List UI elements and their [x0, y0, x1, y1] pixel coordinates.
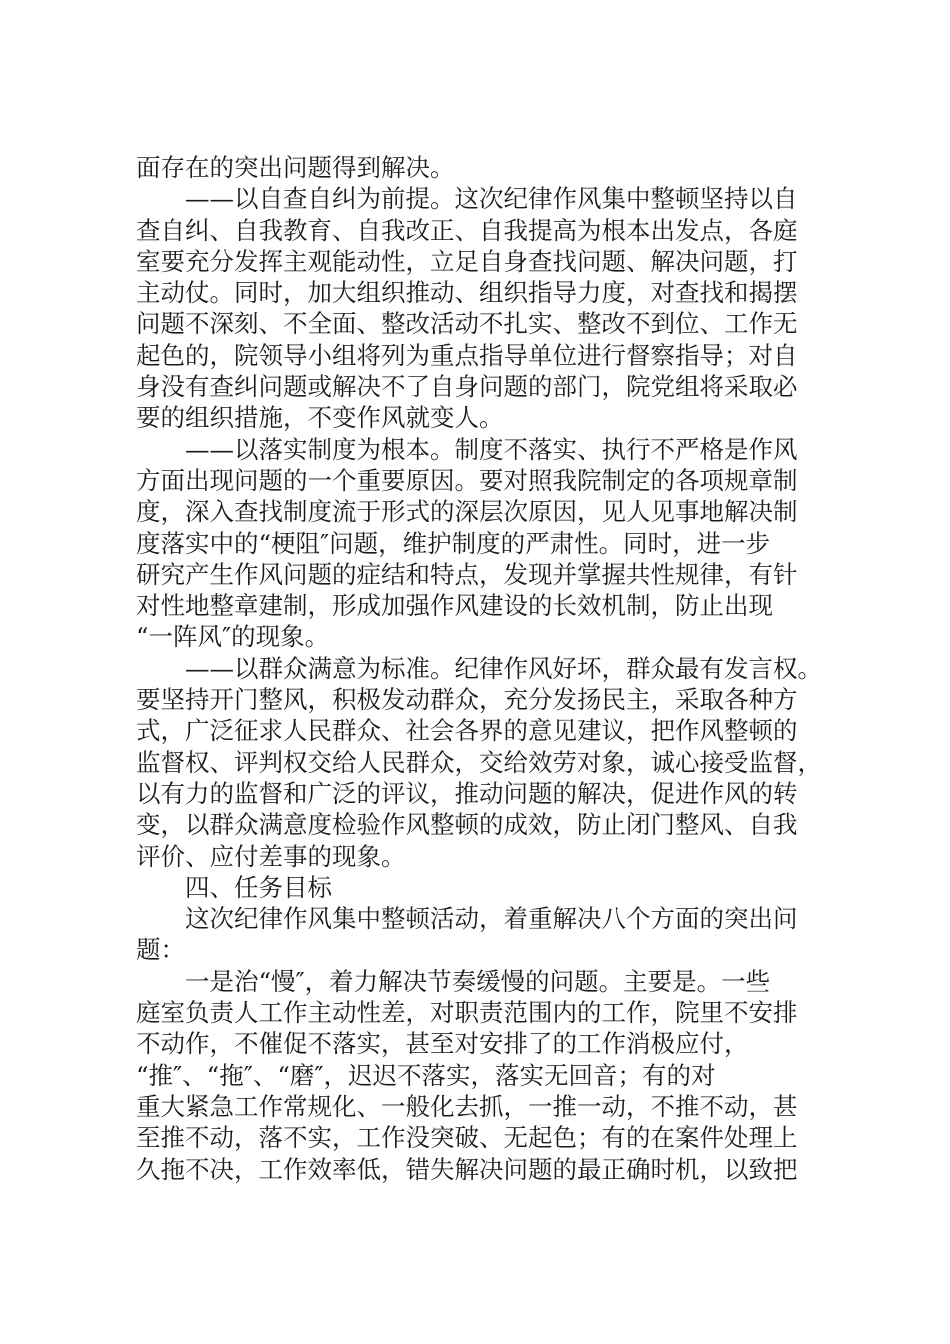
text-line: 对性地整章建制，形成加强作风建设的长效机制，防止出现 — [136, 591, 773, 621]
body-text — [136, 152, 836, 1185]
text-line: 查自纠、自我教育、自我改正、自我提高为根本出发点，各庭 — [136, 215, 798, 245]
text-line: ——以自查自纠为前提。这次纪律作风集中整顿坚持以自 — [185, 184, 798, 214]
text-line: 要坚持开门整风，积极发动群众，充分发扬民主，采取各种方 — [136, 685, 798, 715]
text-line: 至推不动，落不实，工作没突破、无起色；有的在案件处理上 — [136, 1123, 798, 1153]
section-heading: 四、任务目标 — [185, 872, 332, 902]
text-line: 久拖不决，工作效率低，错失解决问题的最正确时机，以致把 — [136, 1154, 798, 1184]
text-line: 主动仗。同时，加大组织推动、组织指导力度，对查找和揭摆 — [136, 278, 798, 308]
text-line: ——以落实制度为根本。制度不落实、执行不严格是作风 — [185, 434, 798, 464]
text-line: 起色的，院领导小组将列为重点指导单位进行督察指导；对自 — [136, 340, 798, 370]
text-line: 重大紧急工作常规化、一般化去抓，一推一动，不推不动，甚 — [136, 1091, 798, 1121]
text-line: 研究产生作风问题的症结和特点，发现并掌握共性规律，有针 — [136, 559, 798, 589]
text-line: “推″、“拖″、“磨″，迟迟不落实，落实无回音；有的对 — [136, 1060, 716, 1090]
text-line: 这次纪律作风集中整顿活动，着重解决八个方面的突出问 — [185, 904, 798, 934]
text-line: 一是治“慢″，着力解决节奏缓慢的问题。主要是。一些 — [185, 966, 771, 996]
text-line: 面存在的突出问题得到解决。 — [136, 153, 455, 182]
text-line: 变，以群众满意度检验作风整顿的成效，防止闭门整风、自我 — [136, 810, 798, 840]
text-line: 题： — [136, 935, 185, 965]
text-line: 监督权、评判权交给人民群众，交给效劳对象，诚心接受监督， — [136, 747, 822, 777]
text-line: 问题不深刻、不全面、整改活动不扎实、整改不到位、工作无 — [136, 309, 798, 339]
text-line: 不动作，不催促不落实，甚至对安排了的工作消极应付， — [136, 1029, 749, 1059]
text-line: 方面出现问题的一个重要原因。要对照我院制定的各项规章制 — [136, 465, 798, 495]
text-line: ——以群众满意为标准。纪律作风好坏，群众最有发言权。 — [185, 653, 822, 683]
text-line: 式，广泛征求人民群众、社会各界的意见建议，把作风整顿的 — [136, 716, 798, 746]
text-line: 身没有查纠问题或解决不了自身问题的部门，院党组将采取必 — [136, 372, 798, 402]
text-line: 评价、应付差事的现象。 — [136, 841, 406, 871]
text-line: 庭室负责人工作主动性差，对职责范围内的工作，院里不安排 — [136, 998, 798, 1028]
text-line: 要的组织措施，不变作风就变人。 — [136, 403, 504, 433]
text-line: 室要充分发挥主观能动性，立足自身查找问题、解决问题，打 — [136, 246, 798, 276]
text-line: 度落实中的“梗阻″问题，维护制度的严肃性。同时，进一步 — [136, 528, 771, 558]
text-line: “一阵风″的现象。 — [136, 622, 330, 652]
text-line: 度，深入查找制度流于形式的深层次原因，见人见事地解决制 — [136, 497, 798, 527]
text-line: 以有力的监督和广泛的评议，推动问题的解决，促进作风的转 — [136, 778, 798, 808]
